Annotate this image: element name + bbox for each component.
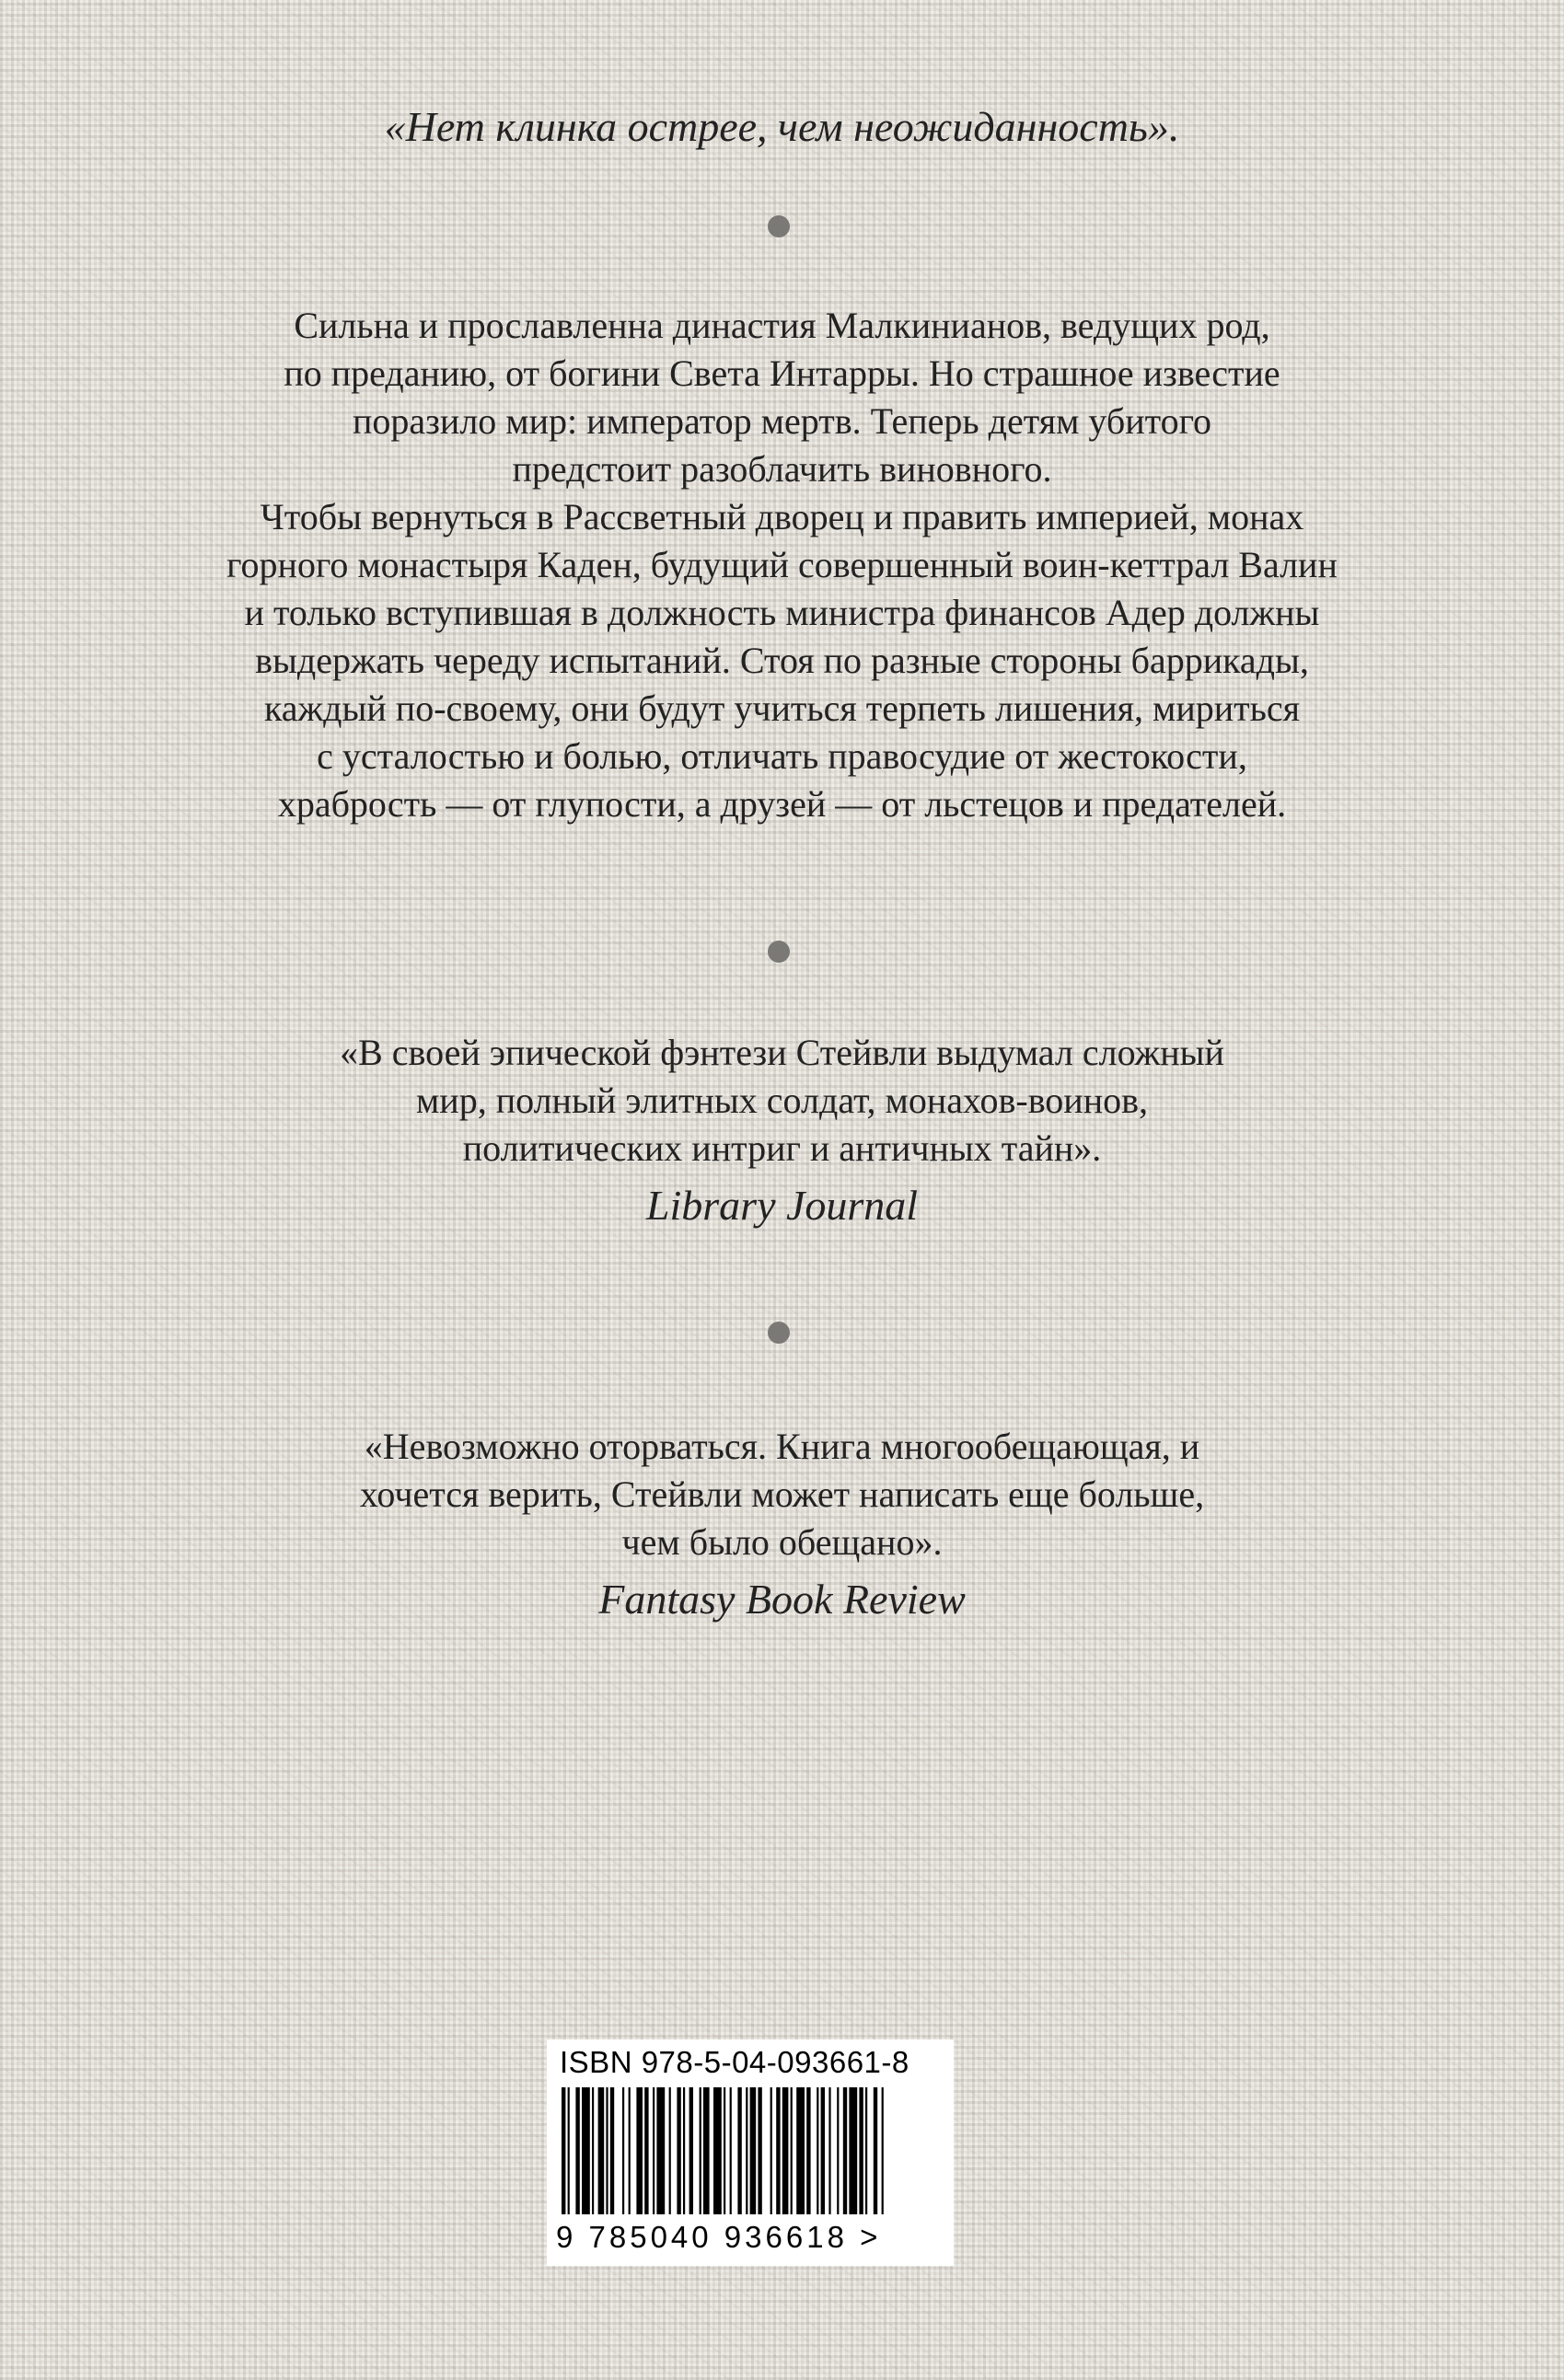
review-line: хочется верить, Стейвли может написать еще больше, bbox=[359, 1473, 1205, 1515]
review-line: чем было обещано». bbox=[621, 1521, 943, 1563]
review-library-journal bbox=[0, 1029, 1564, 1233]
review-source: Library Journal bbox=[645, 1182, 919, 1229]
review-line: «В своей эпической фэнтези Стейвли выдумал сложный bbox=[340, 1032, 1224, 1073]
description bbox=[0, 302, 1564, 828]
description-line: храбрость — от глупости, а друзей — от льстецов и предателей. bbox=[277, 783, 1287, 825]
description-line: по преданию, от богини Света Интарры. Но страшное известие bbox=[284, 352, 1280, 394]
description-line: и только вступившая в должность министра финансов Адер должны bbox=[244, 592, 1320, 633]
description-line: предстоит разоблачить виновного. bbox=[512, 448, 1052, 490]
review-line: мир, полный элитных солдат, монахов-воинов, bbox=[415, 1080, 1149, 1121]
description-line: с усталостью и болью, отличать правосудие от жестокости, bbox=[317, 735, 1247, 777]
review-source: Fantasy Book Review bbox=[598, 1576, 966, 1623]
description-line: каждый по-своему, они будут учиться терпеть лишения, мириться bbox=[263, 687, 1301, 729]
separator-dot bbox=[768, 1322, 790, 1344]
description-line: поразило мир: император мертв. Теперь детям убитого bbox=[352, 400, 1212, 442]
separator-dot bbox=[768, 941, 790, 963]
description-line: горного монастыря Каден, будущий совершенный воин-кеттрал Валин bbox=[226, 544, 1338, 585]
description-line: выдержать череду испытаний. Стоя по разные стороны баррикады, bbox=[255, 640, 1309, 681]
separator-dot bbox=[768, 215, 790, 237]
isbn-barcode-box bbox=[547, 2039, 954, 2266]
description-line: Сильна и прославленна династия Малкинианов, ведущих род, bbox=[294, 305, 1270, 346]
tagline-text: «Нет клинка острее, чем неожиданность». bbox=[384, 103, 1180, 150]
isbn-label: ISBN 978-5-04-093661-8 bbox=[560, 2045, 909, 2079]
barcode-digits: 9 785040 936618 > bbox=[556, 2220, 882, 2254]
review-fantasy-book-review bbox=[0, 1423, 1564, 1627]
review-line: политических интриг и античных тайн». bbox=[462, 1127, 1102, 1169]
description-line: Чтобы вернуться в Рассветный дворец и править империей, монах bbox=[260, 496, 1304, 537]
review-line: «Невозможно оторваться. Книга многообещающая, и bbox=[364, 1426, 1200, 1467]
barcode-icon bbox=[560, 2087, 941, 2216]
tagline bbox=[0, 99, 1564, 155]
